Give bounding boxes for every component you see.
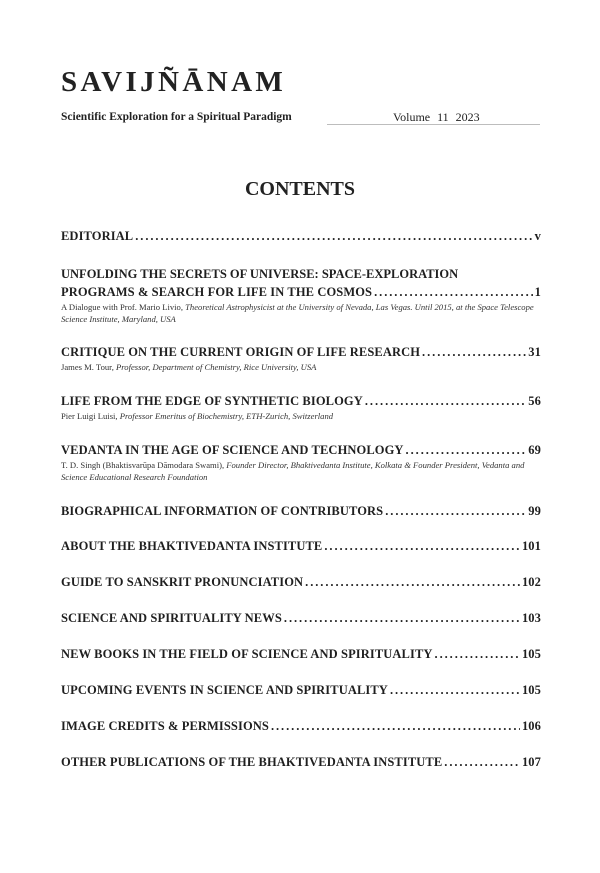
toc-entry-page: 105 — [521, 683, 541, 697]
toc-entry-title: NEW BOOKS IN THE FIELD OF SCIENCE AND SPIRITUALITY — [61, 647, 433, 661]
toc-entry-byline — [61, 301, 541, 325]
volume-year: Volume 11 2023 — [393, 110, 480, 124]
toc-entry-upcoming-events[interactable] — [61, 682, 541, 698]
dot-leader — [422, 344, 526, 360]
toc-entry-title: GUIDE TO SANSKRIT PRONUNCIATION — [61, 575, 304, 589]
toc-entry-title: EDITORIAL — [61, 229, 134, 243]
toc-entry-byline — [61, 361, 541, 373]
toc-entry-sanskrit-pronunciation[interactable] — [61, 574, 541, 590]
toc-entry-author: Pier Luigi Luisi, — [61, 411, 118, 421]
toc-entry-page: 31 — [528, 345, 541, 359]
toc-entry-page: 101 — [521, 539, 541, 553]
toc-entry-page: 106 — [521, 719, 541, 733]
toc-entry-page: 1 — [534, 285, 541, 299]
toc-entry-page: 99 — [528, 504, 541, 518]
toc-entry-title-line1: UNFOLDING THE SECRETS OF UNIVERSE: SPACE-EXPLORATION — [61, 267, 459, 281]
toc-entry-title: SCIENCE AND SPIRITUALITY NEWS — [61, 611, 282, 625]
toc-entry-new-books[interactable] — [61, 646, 541, 662]
dot-leader — [444, 754, 520, 770]
dot-leader — [271, 718, 520, 734]
toc-entry-other-publications[interactable] — [61, 754, 541, 770]
toc-entry-page: 103 — [521, 611, 541, 625]
toc-entry-title: ABOUT THE BHAKTIVEDANTA INSTITUTE — [61, 539, 323, 553]
toc-entry-synthetic-biology[interactable] — [61, 393, 541, 422]
toc-entry-page: 56 — [528, 394, 541, 408]
dot-leader — [284, 610, 520, 626]
dot-leader — [324, 538, 520, 554]
toc-entry-title: LIFE FROM THE EDGE OF SYNTHETIC BIOLOGY — [61, 394, 363, 408]
toc-entry-unfolding-secrets[interactable] — [61, 266, 541, 325]
toc-entry-editorial[interactable] — [61, 228, 541, 244]
toc-entry-byline — [61, 459, 541, 483]
toc-entry-author: A Dialogue with Prof. Mario Livio, — [61, 302, 183, 312]
toc-entry-page: 105 — [521, 647, 541, 661]
dot-leader — [305, 574, 520, 590]
toc-entry-title: PROGRAMS & SEARCH FOR LIFE IN THE COSMOS — [61, 285, 373, 299]
toc-entry-byline — [61, 410, 541, 422]
toc-entry-title: BIOGRAPHICAL INFORMATION OF CONTRIBUTORS — [61, 504, 384, 518]
dot-leader — [406, 442, 527, 458]
dot-leader — [365, 393, 526, 409]
toc-entry-page: 69 — [528, 443, 541, 457]
toc-entry-vedanta[interactable] — [61, 442, 541, 483]
toc-entry-title: IMAGE CREDITS & PERMISSIONS — [61, 719, 269, 733]
toc-entry-page: 102 — [521, 575, 541, 589]
toc-entry-about-institute[interactable] — [61, 538, 541, 554]
toc-entry-title: OTHER PUBLICATIONS OF THE BHAKTIVEDANTA INSTITUTE — [61, 755, 443, 769]
toc-entry-critique-origin-of-life[interactable] — [61, 344, 541, 373]
contents-heading: CONTENTS — [244, 178, 356, 200]
journal-title: SAVIJÑĀNAM — [61, 66, 287, 98]
toc-entry-title: UPCOMING EVENTS IN SCIENCE AND SPIRITUALITY — [61, 683, 388, 697]
dot-leader — [135, 228, 532, 244]
toc-entry-biographical-information[interactable] — [61, 503, 541, 519]
dot-leader — [390, 682, 520, 698]
journal-subtitle: Scientific Exploration for a Spiritual Paradigm — [61, 111, 292, 123]
toc-entry-science-spirituality-news[interactable] — [61, 610, 541, 626]
toc-entry-affiliation: Founder Director, Bhaktivedanta Institute, Kolkata & Founder President, Vedanta and Science Educational Research Foundation — [61, 460, 525, 482]
dot-leader — [374, 284, 533, 300]
toc-entry-image-credits[interactable] — [61, 718, 541, 734]
dot-leader — [385, 503, 526, 519]
toc-entry-affiliation: Professor Emeritus of Biochemistry, ETH-Zurich, Switzerland — [119, 411, 334, 421]
toc-entry-author: T. D. Singh (Bhaktisvarūpa Dāmodara Swami), — [61, 460, 225, 470]
dot-leader — [435, 646, 520, 662]
toc-entry-title: VEDANTA IN THE AGE OF SCIENCE AND TECHNOLOGY — [61, 443, 404, 457]
toc-entry-title: CRITIQUE ON THE CURRENT ORIGIN OF LIFE RESEARCH — [61, 345, 421, 359]
toc-entry-affiliation: Professor, Department of Chemistry, Rice University, USA — [116, 362, 317, 372]
toc-entry-page: 107 — [521, 755, 541, 769]
table-of-contents — [61, 228, 541, 770]
toc-entry-author: James M. Tour, — [61, 362, 114, 372]
toc-entry-page: v — [534, 229, 541, 243]
toc-entry-affiliation: Theoretical Astrophysicist at the University of Nevada, Las Vegas. Until 2015, at the Space Telescope Science Institute, Maryland, USA — [61, 302, 534, 324]
